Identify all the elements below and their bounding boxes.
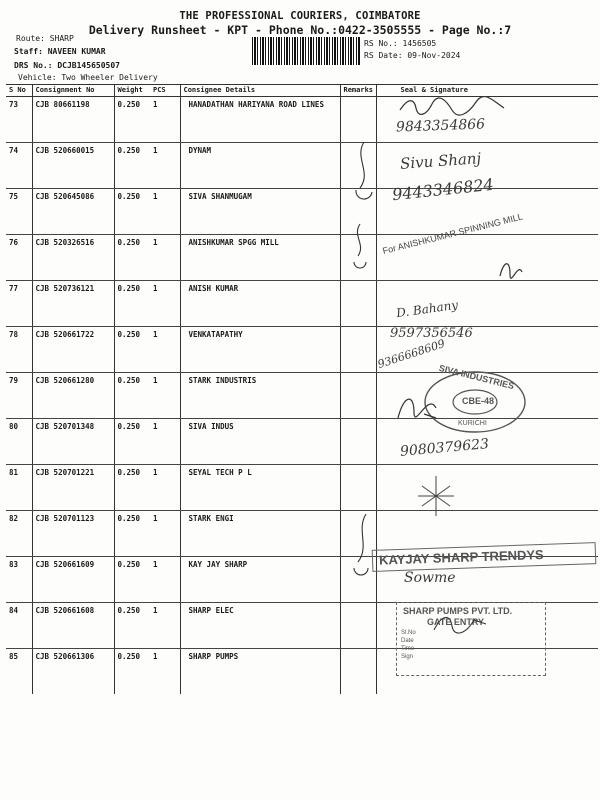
- handwritten-phone: 9366668609: [375, 337, 447, 371]
- rs-date: RS Date: 09-Nov-2024: [364, 51, 461, 60]
- seal-pumps-field: Sign: [401, 654, 414, 660]
- row-weight: 0.250: [114, 511, 150, 557]
- row-sno: 73: [6, 97, 32, 143]
- table-row: [6, 281, 598, 327]
- row-weight: 0.250: [114, 189, 150, 235]
- row-consignee: STARK ENGI: [180, 511, 340, 557]
- staff-label: Staff: NAVEEN KUMAR: [14, 47, 106, 56]
- row-pcs: 1: [150, 327, 180, 373]
- row-consignment: CJB 520326516: [32, 235, 114, 281]
- seal-pumps-sub: GATE ENTRY: [427, 617, 485, 627]
- row-consignment: CJB 520661306: [32, 649, 114, 695]
- row-sno: 76: [6, 235, 32, 281]
- row-remarks: [340, 465, 376, 511]
- row-consignment: CJB 520661722: [32, 327, 114, 373]
- remarks-mark: [346, 138, 380, 218]
- row-consignee: SHARP ELEC: [180, 603, 340, 649]
- row-signature: [376, 465, 598, 511]
- handwritten-signature: Sivu Shanj: [399, 149, 482, 173]
- row-sno: 80: [6, 419, 32, 465]
- row-remarks: [340, 649, 376, 695]
- route-label: Route: SHARP: [16, 34, 74, 43]
- row-remarks: [340, 97, 376, 143]
- row-consignee: SIVA INDUS: [180, 419, 340, 465]
- table-row: [6, 327, 598, 373]
- row-consignment: CJB 520736121: [32, 281, 114, 327]
- row-weight: 0.250: [114, 419, 150, 465]
- handwritten-signature: D. Bahany: [395, 297, 459, 321]
- signature-scribble: [394, 388, 446, 424]
- seal-anishkumar: For ANISHKUMAR SPINNING MILL: [381, 211, 524, 256]
- row-consignment: CJB 520661609: [32, 557, 114, 603]
- col-header-signature: Seal & Signature: [376, 85, 598, 97]
- table-header-row: [6, 85, 598, 97]
- seal-siva-bot: KURICHI: [458, 420, 487, 427]
- row-consignee: VENKATAPATHY: [180, 327, 340, 373]
- row-pcs: 1: [150, 465, 180, 511]
- table-row: [6, 97, 598, 143]
- stamp-mark: [414, 474, 458, 518]
- row-consignment: CJB 520701221: [32, 465, 114, 511]
- rs-number: RS No.: 1456505: [364, 39, 437, 48]
- row-consignee: SIVA SHANMUGAM: [180, 189, 340, 235]
- row-remarks: [340, 603, 376, 649]
- row-pcs: 1: [150, 373, 180, 419]
- row-weight: 0.250: [114, 373, 150, 419]
- barcode-image: [252, 37, 360, 65]
- row-weight: 0.250: [114, 97, 150, 143]
- row-remarks: [340, 327, 376, 373]
- remarks-mark: [346, 222, 376, 274]
- vehicle-label: Vehicle: Two Wheeler Delivery: [18, 73, 158, 82]
- col-header-pcs: PCS: [150, 85, 180, 97]
- row-consignee: KAY JAY SHARP: [180, 557, 340, 603]
- row-consignment: CJB 520661280: [32, 373, 114, 419]
- row-pcs: 1: [150, 603, 180, 649]
- seal-kayjay: KAYJAY SHARP TRENDYS: [372, 542, 597, 572]
- table-row: [6, 143, 598, 189]
- table-row: [6, 189, 598, 235]
- drs-number: DRS No.: DCJB145650507: [14, 61, 120, 70]
- row-sno: 82: [6, 511, 32, 557]
- row-consignee: STARK INDUSTRIS: [180, 373, 340, 419]
- col-header-consignee: Consignee Details: [180, 85, 340, 97]
- col-header-sno: S No: [6, 85, 32, 97]
- row-consignee: SHARP PUMPS: [180, 649, 340, 695]
- row-sno: 81: [6, 465, 32, 511]
- row-remarks: [340, 373, 376, 419]
- row-weight: 0.250: [117, 652, 141, 661]
- row-sno: 79: [6, 373, 32, 419]
- seal-pumps-field: Date: [401, 638, 414, 644]
- row-pcs: 1: [150, 143, 180, 189]
- row-weight: 0.250: [114, 465, 150, 511]
- row-consignment: CJB 520701348: [32, 419, 114, 465]
- handwritten-phone: 9597356546: [390, 326, 473, 341]
- row-pcs: 1: [150, 97, 180, 143]
- row-consignment: CJB 520701123: [32, 511, 114, 557]
- row-pcs: 1: [150, 557, 180, 603]
- row-weight: 0.250: [114, 143, 150, 189]
- row-weight: 0.250: [114, 235, 150, 281]
- handwritten-phone: 9843354866: [395, 116, 486, 136]
- seal-siva-top: SIVA INDUSTRIES: [437, 362, 516, 392]
- handwritten-phone: 9080379623: [399, 436, 490, 460]
- row-weight: 0.250: [114, 603, 150, 649]
- row-sno: 84: [6, 603, 32, 649]
- row-weight: 0.250: [114, 281, 150, 327]
- seal-siva-mid: CBE-48: [462, 396, 495, 406]
- row-consignment: CJB 80661198: [32, 97, 114, 143]
- seal-pumps-field: Sl.No: [401, 630, 416, 636]
- runsheet-subtitle: Delivery Runsheet - KPT - Phone No.:0422-3505555 - Page No.:7: [88, 23, 512, 37]
- col-header-weight: Weight: [114, 85, 150, 97]
- row-sno: 77: [6, 281, 32, 327]
- seal-pumps-field: Time: [401, 646, 415, 652]
- row-consignee: SEYAL TECH P L: [180, 465, 340, 511]
- row-weight: 0.250: [114, 557, 150, 603]
- seal-pumps-title: SHARP PUMPS PVT. LTD.: [403, 606, 513, 616]
- row-consignment: CJB 520645086: [32, 189, 114, 235]
- company-title: THE PROFESSIONAL COURIERS, COIMBATORE: [179, 10, 421, 22]
- row-consignment: CJB 520661608: [32, 603, 114, 649]
- col-header-consignment: Consignment No: [32, 85, 114, 97]
- row-pcs: 1: [150, 281, 180, 327]
- row-remarks: [340, 419, 376, 465]
- row-consignment: CJB 520660015: [32, 143, 114, 189]
- row-pcs: 1: [150, 235, 180, 281]
- signature-scribble: [430, 612, 490, 636]
- signature-scribble: [398, 96, 508, 118]
- row-pcs: 1: [150, 419, 180, 465]
- row-sno: 78: [6, 327, 32, 373]
- row-remarks: [340, 281, 376, 327]
- row-pcs: 1: [150, 189, 180, 235]
- row-pcs: 1: [150, 649, 180, 695]
- row-consignee: HANADATHAN HARIYANA ROAD LINES: [180, 97, 340, 143]
- row-consignee: ANISHKUMAR SPGG MILL: [180, 235, 340, 281]
- row-consignee: ANISH KUMAR: [180, 281, 340, 327]
- row-sno: 83: [6, 557, 32, 603]
- row-consignee: DYNAM: [180, 143, 340, 189]
- row-weight: 0.250: [114, 327, 150, 373]
- row-sno: 85: [6, 649, 32, 695]
- table-row: [6, 465, 598, 511]
- handwritten-phone: 9443346824: [391, 174, 495, 205]
- signature-scribble: [496, 256, 526, 282]
- handwritten-signature: Sowme: [404, 570, 456, 586]
- row-sno: 74: [6, 143, 32, 189]
- row-sno: 75: [6, 189, 32, 235]
- row-pcs: 1: [150, 511, 180, 557]
- col-header-remarks: Remarks: [340, 85, 376, 97]
